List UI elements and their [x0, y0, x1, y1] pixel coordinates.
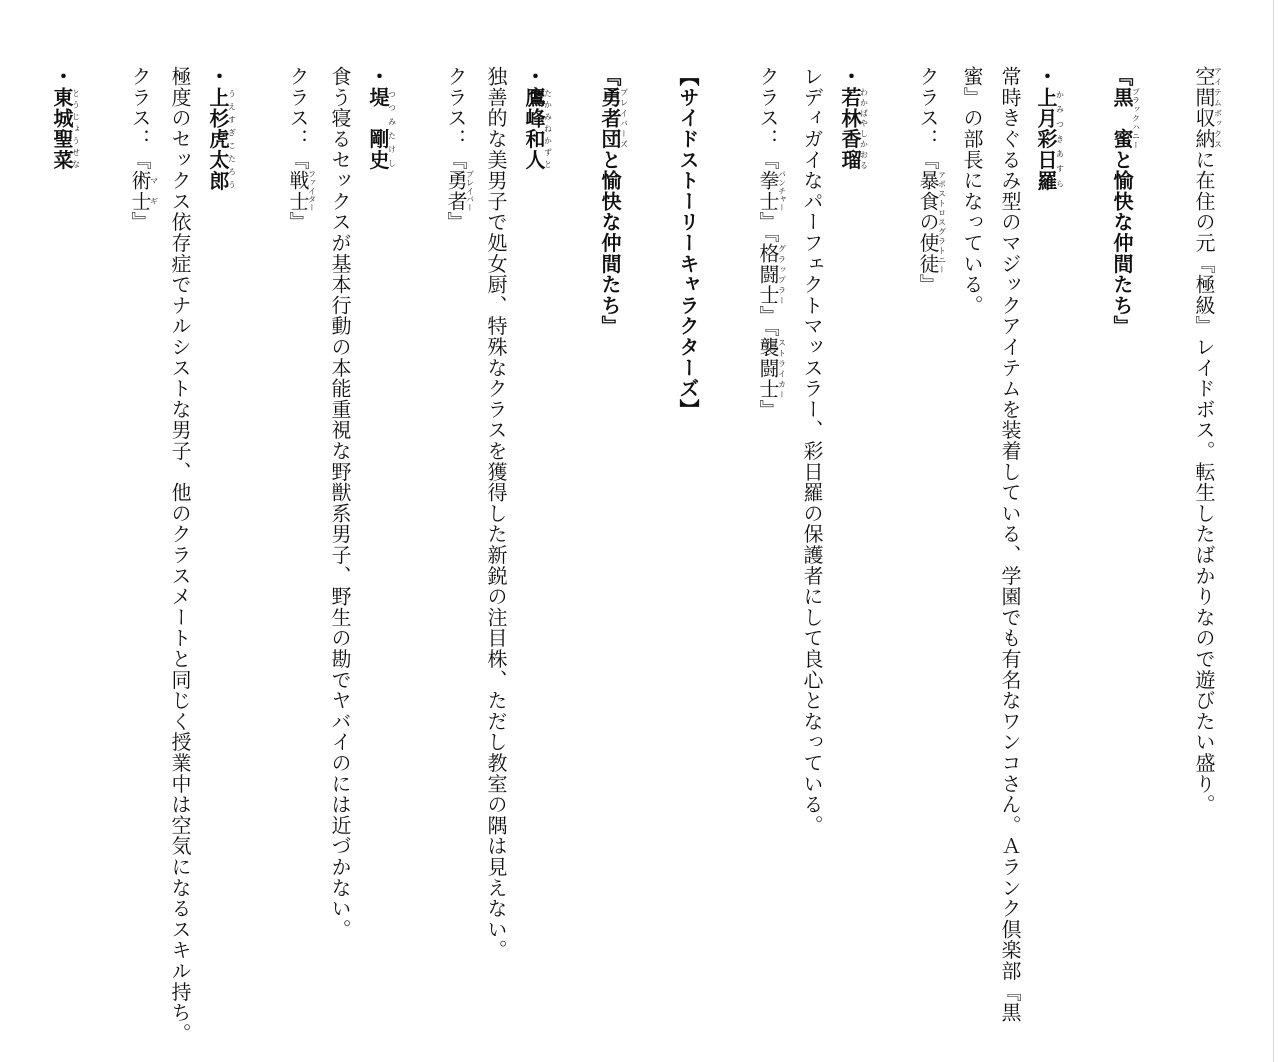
- character-desc-kamitsuki-1: 常時きぐるみ型のマジックアイテムを装着している、学園でも有名なワンコさん。Ａランク倶楽部『黒: [998, 66, 1022, 1023]
- intro-line: 空間収納アイテムボックスに在住の元『極級』レイドボス。転生したばかりなので遊びたい盛り。: [1192, 66, 1223, 815]
- character-name-tsutsumi: ・堤 剛史つつみたけし: [366, 66, 397, 171]
- character-desc-takamine: 独善的な美男子で処女厨、特殊なクラスを獲得した新鋭の注目株、ただし教室の隅は見えない。: [484, 66, 508, 961]
- character-name-uesugi: ・上杉虎太郎うえすぎこたろう: [206, 66, 237, 191]
- character-name-toujou: ・東城聖菜とうじょうせな: [50, 66, 81, 171]
- side-story-heading: 【サイドストーリーキャラクターズ】: [676, 66, 700, 420]
- character-class-takamine: クラス：『勇者ブレイバー』: [444, 66, 475, 233]
- section-title-bravers: 『勇者団ブレイバーズと愉快な仲間たち』: [598, 66, 629, 337]
- character-name-kamitsuki: ・上月彩日羅かみつきあすら: [1034, 66, 1065, 191]
- character-class-wakabayashi: クラス：『拳士パンチャー』『格闘士グラップラー』『襲闘士ストライカー』: [756, 66, 787, 421]
- character-desc-tsutsumi: 食う寝るセックスが基本行動の本能重視な野獣系男子、野生の勘でヤバイのには近づかない。: [328, 66, 352, 940]
- character-desc-uesugi: 極度のセックス依存症でナルシストな男子、他のクラスメートと同じく授業中は空気になるスキル持ち。: [168, 66, 192, 1044]
- page-edge-divider: [1273, 0, 1274, 1062]
- character-desc-kamitsuki-2: 蜜』の部長になっている。: [960, 66, 984, 316]
- character-name-takamine: ・鷹峰和人たかみねかずと: [522, 66, 553, 171]
- character-desc-wakabayashi: レディガイなパーフェクトマッスラー、彩日羅の保護者にして良心となっている。: [800, 66, 824, 836]
- character-class-kamitsuki: クラス：『暴食の使徒アポストロスグラトニー』: [916, 66, 947, 295]
- character-name-wakabayashi: ・若林香瑠わかばやしかおる: [838, 66, 869, 171]
- character-class-tsutsumi: クラス：『戦士ファイター』: [286, 66, 317, 233]
- character-class-uesugi: クラス：『術士マギ』: [128, 66, 159, 233]
- section-title-black-honey: 『黒 蜜ブラックハニーと愉快な仲間たち』: [1110, 66, 1141, 337]
